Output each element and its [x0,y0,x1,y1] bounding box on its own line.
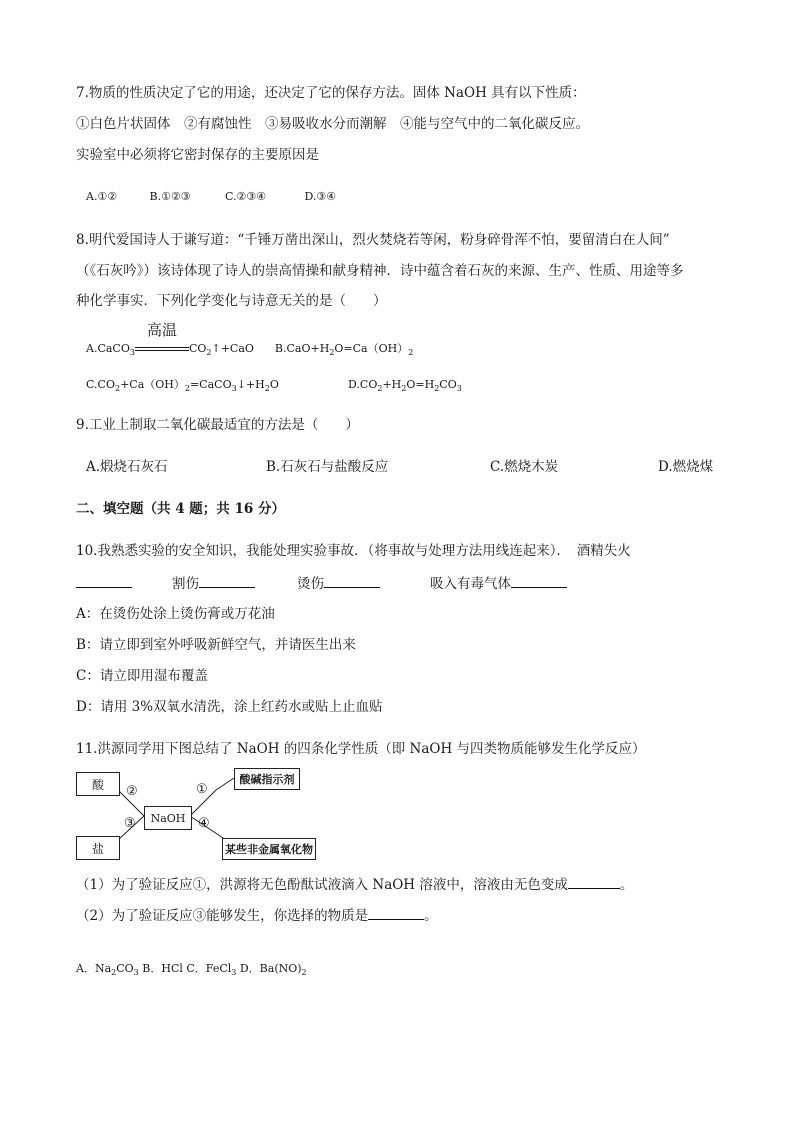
label-reaction-1: ① [196,782,208,797]
q9-option-c: C.燃烧木炭 [490,459,559,475]
q7-option-b: B.①②③ [149,190,191,203]
label-reaction-3: ③ [124,816,136,831]
q8-option-b: $B.CaO+H_2O=Ca(OH)_2$ [274,342,414,357]
blank-color-change[interactable] [568,874,620,889]
q10-method-b: B：请立即到室外呼吸新鲜空气，并请医生出来 [76,637,356,653]
q8-stem-line3: 种化学事实．下列化学变化与诗意无关的是（ ） [76,293,387,309]
q11-sub2: （2）为了验证反应③能够发生，你选择的物质是 。 [76,905,438,925]
blank-burn[interactable] [324,573,380,588]
blank-toxic-gas[interactable] [511,573,567,588]
naoh-properties-diagram [76,768,318,860]
reaction-condition: 高温 [135,340,189,358]
q7-options [86,188,336,206]
section-heading: 二、填空题（共 4 题；共 16 分） [76,501,285,517]
q7-question: 实验室中必须将它密封保存的主要原因是 [76,147,319,163]
q9-stem: 9.工业上制取二氧化碳最适宜的方法是（ ） [76,417,359,433]
q9-option-d: D.燃烧煤 [658,459,714,475]
box-naoh: NaOH [144,806,192,830]
q10-item-burn: 烫伤 [297,576,324,592]
q7-option-a: A.①② [86,190,118,203]
q7-stem: 7.物质的性质决定了它的用途，还决定了它的保存方法。固体 NaOH 具有以下性质： [76,85,586,101]
q10-method-d: D：请用 3%双氧水清洗，涂上红药水或贴上止血贴 [76,699,383,715]
q10-item-cut: 割伤 [172,576,199,592]
box-acid: 酸 [76,772,120,796]
q9-option-a: A.煅烧石灰石 [86,459,168,475]
label-reaction-4: ④ [198,816,210,831]
box-salt: 盐 [76,836,120,860]
q11-stem: 11.洪源同学用下图总结了 NaOH 的四条化学性质（即 NaOH 与四类物质能够发生化学反应） [76,741,646,757]
q8-stem-line2: （《石灰吟》）该诗体现了诗人的崇高情操和献身精神．诗中蕴含着石灰的来源、生产、性质、用途等多 [76,263,684,279]
q10-stem: 10.我熟悉实验的安全知识，我能处理实验事故．（将事故与处理方法用线连起来）． 酒精失火 [76,543,631,559]
q9-option-b: B.石灰石与盐酸反应 [266,459,389,475]
q8-option-a: A.CaCO$_3$ 高温 $CO_2↑+CaO$ [86,321,254,357]
q7-option-c: C.②③④ [225,190,267,203]
blank-substance-choice[interactable] [368,905,424,920]
q10-method-c: C：请立即用湿布覆盖 [76,668,208,684]
label-reaction-2: ② [126,784,138,799]
box-acid-base-indicator: 酸碱指示剂 [234,768,300,790]
q10-blanks [76,573,567,593]
q11-options: A．$Na_2CO_3$ B．HCl C．FeCl$_3$ D．$Ba(NO)_2$ [76,962,307,977]
q8-option-d: $D.CO_2+H_2O=H_2CO_3$ [348,378,462,393]
q10-method-a: A：在烫伤处涂上烫伤膏或万花油 [76,606,275,622]
blank-alcohol-fire[interactable] [76,573,132,588]
q11-sub1: （1）为了验证反应①，洪源将无色酚酞试液滴入 NaOH 溶液中，溶液由无色变成 。 [76,874,633,894]
q7-properties: ①白色片状固体 ②有腐蚀性 ③易吸收水分而潮解 ④能与空气中的二氧化碳反应。 [76,116,589,132]
q7-option-d: D.③④ [304,190,337,203]
q8-option-c: $C.CO_2+Ca(OH)_2=CaCO_3↓+H_2O$ [86,378,279,393]
box-nonmetal-oxide: 某些非金属氧化物 [222,838,316,860]
q10-item-toxic-gas: 吸入有毒气体 [430,576,511,592]
blank-cut[interactable] [199,573,255,588]
q8-options-ab [86,321,414,358]
q8-stem-line1: 8.明代爱国诗人于谦写道：“千锤万凿出深山，烈火焚烧若等闲，粉身碎骨浑不怕，要留清白在人间” [76,232,670,248]
